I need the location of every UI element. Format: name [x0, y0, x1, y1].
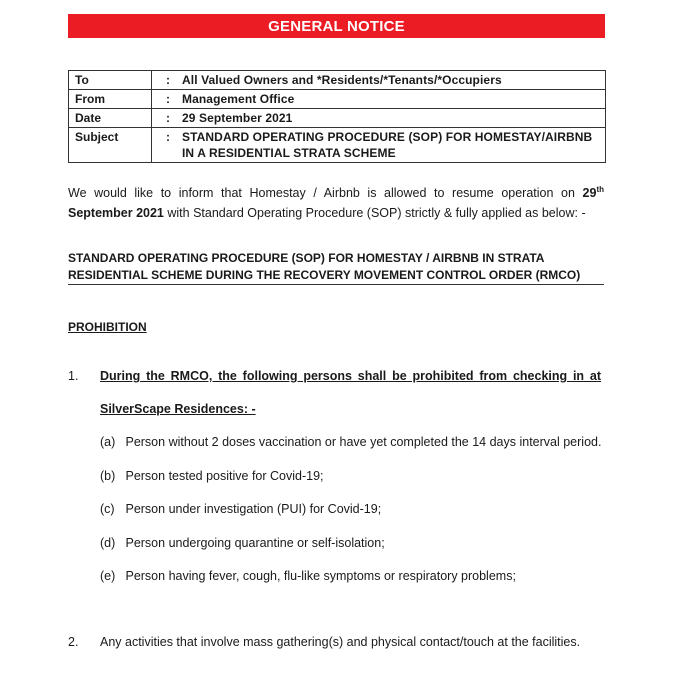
subitem-text: Person having fever, cough, flu-like symptoms or respiratory problems; — [125, 569, 516, 583]
list-item — [100, 502, 381, 516]
separator: : — [152, 109, 175, 128]
subitem-text: Person without 2 doses vaccination or have yet completed the 14 days interval period. — [125, 435, 602, 449]
date-value: 29 September 2021 — [174, 109, 606, 128]
intro-month: September 2021 — [68, 206, 164, 221]
subitem-text: Person under investigation (PUI) for Covid-19; — [125, 502, 382, 516]
subitem-label: (b) — [100, 469, 116, 483]
subitem-text: Person undergoing quarantine or self-isolation; — [125, 536, 385, 550]
item-1-number: 1. — [68, 369, 79, 383]
notice-header-table — [68, 70, 606, 163]
subitem-label: (e) — [100, 569, 116, 583]
list-item — [100, 435, 601, 449]
table-row — [69, 71, 606, 90]
to-value: All Valued Owners and *Residents/*Tenants/*Occupiers — [174, 71, 606, 90]
separator: : — [152, 71, 175, 90]
notice-title-banner — [68, 14, 605, 38]
section-title-prohibition: PROHIBITION — [68, 320, 147, 334]
item-2-number: 2. — [68, 635, 79, 649]
table-row — [69, 109, 606, 128]
table-row — [69, 128, 606, 163]
intro-text-1: We would like to inform that Homestay / Airbnb is allowed to resume operation on — [68, 186, 583, 201]
intro-paragraph — [68, 180, 604, 223]
sop-heading: STANDARD OPERATING PROCEDURE (SOP) FOR HOMESTAY / AIRBNB IN STRATA RESIDENTIAL SCHEME DURING THE RECOVERY MOVEMENT CONTROL ORDER (RMCO) — [68, 250, 604, 285]
to-label: To — [69, 71, 152, 90]
intro-day: 29 — [582, 186, 597, 201]
item-1-text-line2: SilverScape Residences: - — [100, 402, 256, 416]
subitem-text: Person tested positive for Covid-19; — [125, 469, 324, 483]
intro-text-2: with Standard Operating Procedure (SOP) strictly & fully applied as below: - — [163, 206, 586, 221]
list-item — [100, 536, 385, 550]
from-label: From — [69, 90, 152, 109]
separator: : — [152, 90, 175, 109]
list-item — [100, 569, 516, 583]
notice-title: GENERAL NOTICE — [268, 17, 405, 35]
separator: : — [152, 128, 175, 163]
list-item — [100, 469, 324, 483]
subitem-label: (d) — [100, 536, 116, 550]
intro-day-suffix: th — [596, 185, 604, 194]
from-value: Management Office — [174, 90, 606, 109]
item-2-text: Any activities that involve mass gathering(s) and physical contact/touch at the facilities. — [100, 635, 581, 649]
table-row — [69, 90, 606, 109]
subitem-label: (c) — [100, 502, 115, 516]
subject-label: Subject — [69, 128, 152, 163]
item-1-text-line1: During the RMCO, the following persons shall be prohibited from checking in at — [100, 369, 601, 383]
date-label: Date — [69, 109, 152, 128]
subitem-label: (a) — [100, 435, 116, 449]
subject-value: STANDARD OPERATING PROCEDURE (SOP) FOR HOMESTAY/AIRBNB IN A RESIDENTIAL STRATA SCHEME — [174, 128, 606, 163]
